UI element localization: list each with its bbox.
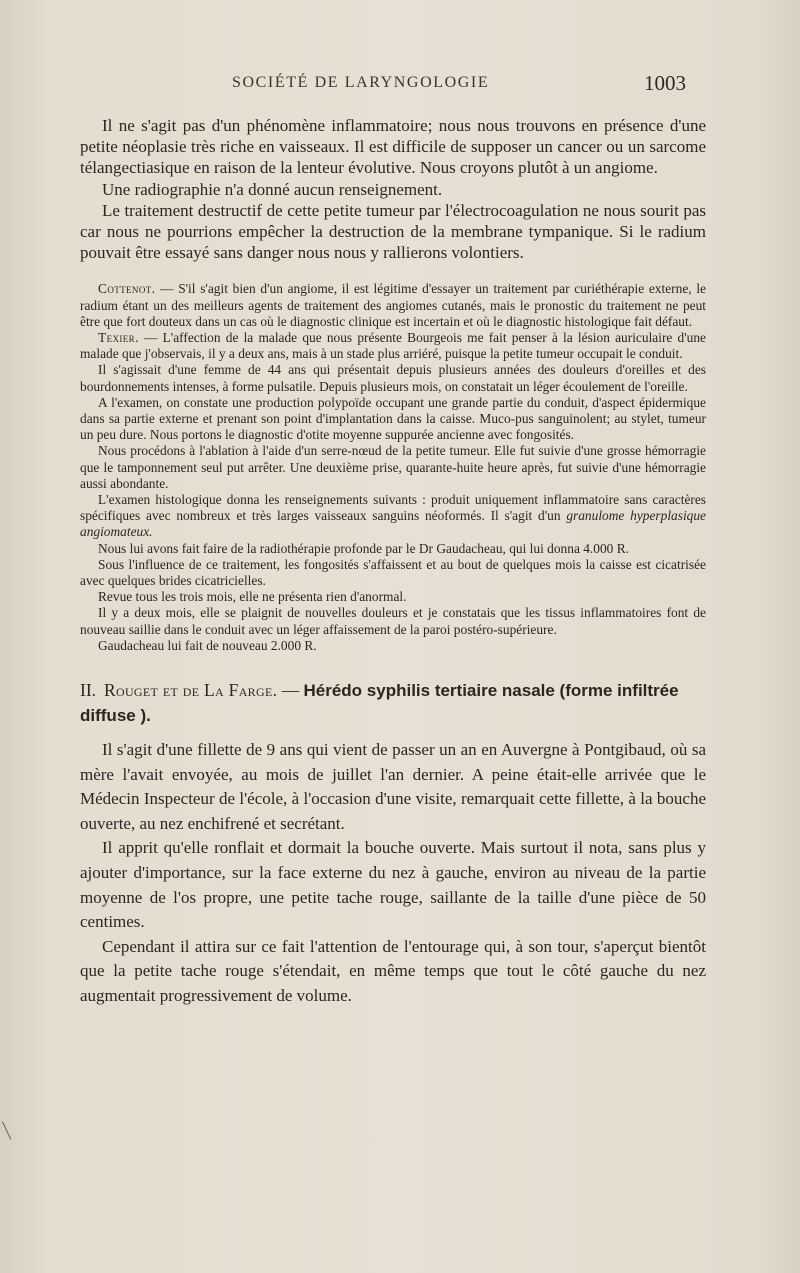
speaker-name: Texier. bbox=[98, 330, 139, 346]
paragraph: Il apprit qu'elle ronflait et dormait la bouche ouverte. Mais surtout il nota, sans plus y ajouter d'importance, sur la face externe du nez à gauche, environ au niveau de la partie moyenne de l'os propre, une petite tache rouge, saillante de la taille d'une pièce de 50 centimes. bbox=[80, 838, 706, 932]
paragraph: Sous l'influence de ce traitement, les fongosités s'affaissent et au bout de quelques mois la caisse est cicatrisée avec quelques brides cicatricielles. bbox=[80, 556, 706, 589]
running-head: SOCIÉTÉ DE LARYNGOLOGIE bbox=[232, 74, 490, 91]
paragraph: Il s'agissait d'une femme de 44 ans qui présentait depuis plusieurs années des douleurs d'oreilles et des bourdonnements intenses, à forme pulsatile. Depuis plusieurs mois, on constatait un léger écoulement de l'oreille. bbox=[80, 362, 706, 394]
margin-pencil-mark bbox=[2, 1120, 13, 1139]
paragraph: Nous lui avons fait faire de la radiothérapie profonde par le Dr Gaudacheau, qui lui donna 4.000 R. bbox=[98, 540, 629, 556]
paragraph: Il y a deux mois, elle se plaignit de nouvelles douleurs et je constatais que les tissus inflammatoires font de nouveau saillie dans le conduit avec un léger affaissement de la paroi postéro-supérieure. bbox=[80, 605, 706, 637]
section-title: Hérédo syphilis tertiaire nasale (forme infiltrée diffuse ). bbox=[80, 681, 679, 726]
section-number: II. bbox=[80, 680, 97, 701]
paragraph: Gaudacheau lui fait de nouveau 2.000 R. bbox=[98, 637, 317, 653]
paragraph: Nous procédons à l'ablation à l'aide d'un serre-nœud de la petite tumeur. Elle fut suivie d'une grosse hémorragie que le tamponnement seul put arrêter. Une deuxième prise, quarante-huite heure après, fut suivie d'une hémorragie aussi abondante. bbox=[80, 443, 706, 491]
paragraph: Une radiographie n'a donné aucun renseignement. bbox=[102, 179, 443, 199]
histology-text: L'examen histologique donna les renseignements suivants : produit uniquement inflammatoire sans caractères spécifiques avec nombreux et très larges vaisseaux sanguins néoformés. Il s'agit d'un bbox=[80, 492, 706, 524]
paragraph: Il s'agit d'une fillette de 9 ans qui vient de passer un an en Auvergne à Pontgibaud, où sa mère l'avait envoyée, au mois de juillet l'an dernier. A peine était-elle arrivée que le Médecin Inspecteur de l'école, à l'occasion d'une visite, remarquait cette fillette, à la bouche ouverte, au nez enchifrené et secrétant. bbox=[80, 740, 706, 833]
paragraph: Cependant il attira sur ce fait l'attention de l'entourage qui, à son tour, s'aperçut bientôt que la petite tache rouge s'étendait, en même temps que tout le côté gauche du nez augmentait progressivement de volume. bbox=[80, 936, 706, 1006]
paragraph: Il ne s'agit pas d'un phénomène inflammatoire; nous nous trouvons en présence d'une petite néoplasie très riche en vaisseaux. Il est difficile de supposer un cancer ou un sarcome télangectiasique en raison de la lenteur évolutive. Nous croyons plutôt à un angiome. bbox=[80, 116, 706, 178]
case-block bbox=[80, 738, 706, 1009]
page-number: 1003 bbox=[644, 71, 686, 95]
page-header bbox=[0, 71, 800, 98]
diagnosis-italic: granulome hyperplasique angiomateux. bbox=[80, 508, 706, 540]
speaker-text: — S'il s'agit bien d'un angiome, il est légitime d'essayer un traitement par curiéthérapie externe, le radium étant un des meilleurs agents de traitement des angiomes cutanés, mais le pronostic du traitement ne peut être que fort douteux dans un cas où le diagnostic clinique est incertain et où le diagnostic histologique fait défaut. bbox=[80, 281, 706, 329]
discussion-paragraph bbox=[80, 281, 706, 330]
intro-block bbox=[80, 115, 706, 263]
paragraph: A l'examen, on constate une production polypoïde occupant une grande partie du conduit, d'aspect épidermique dans sa partie externe et prenant son point d'implantation dans la caisse. Muco-pus sanguinolent; au stylet, tumeur un peu dure. Nous portons le diagnostic d'otite moyenne suppurée ancienne avec fongosités. bbox=[80, 394, 706, 443]
paragraph: Le traitement destructif de cette petite tumeur par l'électrocoagulation ne nous sourit pas car nous ne pourrions empêcher la destruction de la membrane tympanique. Si le radium pouvait être essayé sans danger nous nous y rallierons volontiers. bbox=[80, 200, 706, 263]
discussion-block bbox=[80, 281, 706, 654]
section-heading bbox=[80, 678, 706, 728]
section-dash: — bbox=[277, 680, 304, 701]
page-body bbox=[80, 115, 706, 1009]
speaker-name: Cottenot. bbox=[98, 281, 156, 297]
paragraph: Revue tous les trois mois, elle ne présenta rien d'anormal. bbox=[98, 589, 407, 605]
section-authors: Rouget et de La Farge. bbox=[104, 680, 278, 701]
paragraph bbox=[80, 492, 706, 541]
speaker-text: — L'affection de la malade que nous présente Bourgeois me fait penser à la lésion auriculaire d'une malade que j'observais, il y a deux ans, mais à un stade plus arriéré, puisque la petite tumeur occupait le conduit. bbox=[80, 330, 706, 362]
discussion-paragraph bbox=[80, 330, 706, 362]
